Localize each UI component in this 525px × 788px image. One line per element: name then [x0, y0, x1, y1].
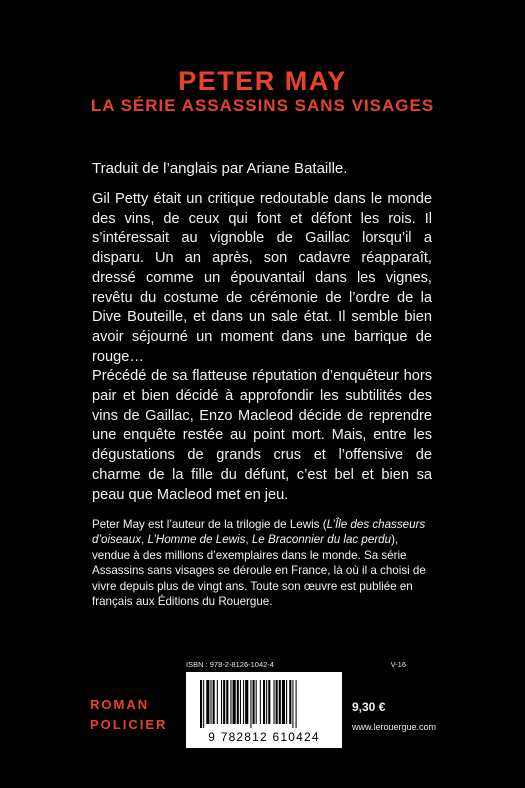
- barcode-bar: [230, 680, 231, 724]
- book-title-1: L’Île des chasseurs d’oiseaux: [92, 518, 426, 547]
- barcode-bar: [243, 680, 244, 724]
- barcode-bar: [263, 680, 265, 724]
- barcode-bar: [213, 680, 215, 724]
- series-title: LA SÉRIE ASSASSINS SANS VISAGES: [90, 96, 435, 115]
- author-bio-text-2: ), vendue à des millions d’exemplaires dans le monde. Sa série Assassins sans visages se déroule en France, là où il a choisi de vivre depuis plus de vingt ans. Toute son œuvre est publiée en français aux Éditions du Rouergue.: [92, 533, 426, 609]
- price: 9,30 €: [352, 700, 386, 714]
- author-bio-text-1: Peter May est l’auteur de la trilogie de Lewis (: [92, 518, 327, 531]
- barcode-bar: [203, 680, 204, 728]
- barcode-bar: [282, 680, 285, 724]
- author-name-title: PETER MAY: [178, 66, 347, 96]
- barcode-bar: [237, 680, 239, 724]
- barcode-bar: [226, 680, 228, 724]
- barcode-bar: [296, 680, 297, 728]
- book-title-3: Le Braconnier du lac perdu: [251, 533, 392, 547]
- summary-paragraph-1: Gil Petty était un critique redoutable dans le monde des vins, de ceux qui font et défont les rois. Il s’intéressait au vignoble de Gaillac lorsqu’il a disparu. Un an après, son cadavre réapparaît, dressé comme un épouvantail dans les vignes, revêtu du costume de cérémonie de l’ordre de la Dive Bouteille, et dans un sale état. Il semble bien avoir séjourné un moment dans une barrique de rouge…: [92, 191, 432, 365]
- barcode: [186, 672, 342, 748]
- author-bio-separator-2: ,: [245, 533, 252, 547]
- edition-code: V-16: [390, 660, 406, 669]
- genre-line-1: ROMAN: [90, 697, 150, 712]
- book-title-2: L’Homme de Lewis: [147, 533, 246, 547]
- book-summary: [92, 190, 432, 505]
- barcode-bar: [289, 680, 291, 724]
- barcode-bar: [223, 680, 225, 724]
- author-bio-separator-1: ,: [141, 533, 148, 547]
- barcode-bar: [217, 680, 218, 724]
- barcode-bar: [260, 680, 261, 724]
- barcode-bar: [211, 680, 212, 724]
- barcode-bar: [274, 680, 275, 724]
- barcode-bar: [206, 680, 209, 724]
- summary-paragraph-2: Précédé de sa flatteuse réputation d’enquêteur hors pair et bien décidé à approfondir les subtilités des vins de Gaillac, Enzo Macleod décide de reprendre une enquête restée au point mort. Mais, entre les dégustations de grands crus et l’offensive de charme de la fille du défunt, c’est bel et bien sa peau que Macleod met en jeu.: [92, 368, 432, 503]
- barcode-bar: [279, 680, 281, 724]
- barcode-bar: [221, 680, 222, 724]
- publisher-website: www.lerouergue.com: [352, 722, 437, 732]
- barcode-bars: [200, 680, 328, 728]
- barcode-bar: [233, 680, 236, 724]
- barcode-bar: [266, 680, 267, 724]
- genre-line-2: POLICIER: [90, 717, 168, 732]
- barcode-number: 9 782812 610424: [208, 730, 320, 744]
- barcode-bar: [268, 680, 270, 724]
- barcode-bar: [200, 680, 202, 728]
- barcode-bar: [292, 680, 293, 728]
- barcode-bar: [276, 680, 278, 724]
- genre-label: [90, 695, 167, 735]
- barcode-bar: [253, 680, 255, 724]
- translator-credit: Traduit de l’anglais par Ariane Bataille.: [92, 160, 348, 177]
- barcode-bar: [240, 680, 241, 724]
- barcode-bar: [286, 680, 287, 724]
- isbn-text: ISBN : 978-2-8126-1042-4: [186, 660, 274, 669]
- barcode-bar: [250, 680, 251, 728]
- author-bio: [92, 517, 432, 609]
- isbn-line: [186, 660, 406, 669]
- barcode-bar: [256, 680, 257, 724]
- barcode-bar: [245, 680, 248, 724]
